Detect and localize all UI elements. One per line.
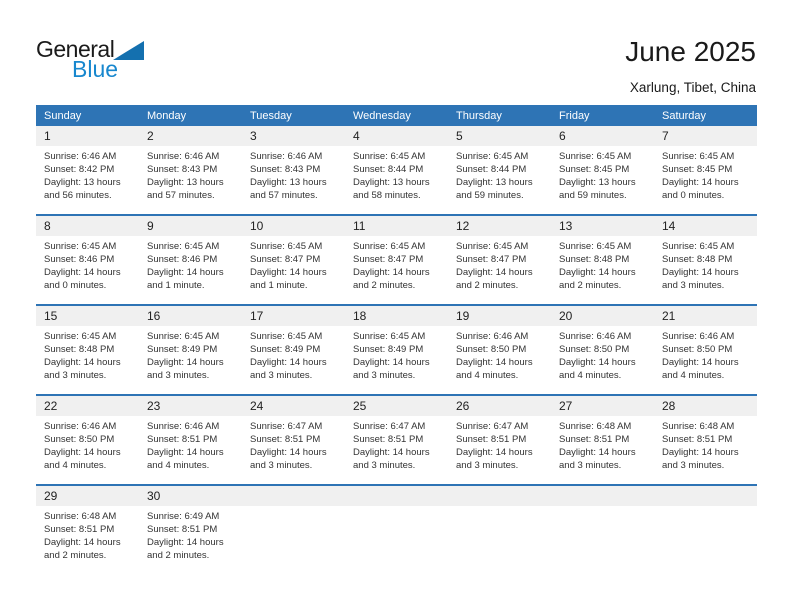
daylight-line-2: and 3 minutes. <box>559 460 622 471</box>
day-cell <box>139 506 242 562</box>
sunset-line: Sunset: 8:50 PM <box>662 344 733 355</box>
sunrise-line: Sunrise: 6:45 AM <box>662 151 735 162</box>
daylight-line-1: Daylight: 14 hours <box>250 447 327 458</box>
sunrise-line: Sunrise: 6:45 AM <box>250 331 323 342</box>
day-cell <box>36 146 139 202</box>
sunset-line: Sunset: 8:50 PM <box>559 344 630 355</box>
daylight-line-1: Daylight: 13 hours <box>559 177 636 188</box>
sunrise-line: Sunrise: 6:49 AM <box>147 511 220 522</box>
sunrise-line: Sunrise: 6:47 AM <box>250 421 323 432</box>
day-number: 11 <box>353 219 366 233</box>
daylight-line-1: Daylight: 13 hours <box>250 177 327 188</box>
day-cell <box>345 326 448 382</box>
sunrise-line: Sunrise: 6:47 AM <box>456 421 529 432</box>
day-number: 25 <box>353 399 367 413</box>
week-row <box>36 214 757 292</box>
day-number: 26 <box>456 399 470 413</box>
day-number <box>654 486 757 506</box>
sunset-line: Sunset: 8:51 PM <box>250 434 321 445</box>
sunset-line: Sunset: 8:51 PM <box>456 434 527 445</box>
daylight-line-1: Daylight: 14 hours <box>662 357 739 368</box>
sunrise-line: Sunrise: 6:47 AM <box>353 421 426 432</box>
empty-day-cell <box>345 506 448 562</box>
sunrise-line: Sunrise: 6:46 AM <box>559 331 632 342</box>
sunset-line: Sunset: 8:45 PM <box>559 164 630 175</box>
daylight-line-1: Daylight: 13 hours <box>44 177 121 188</box>
day-cell <box>242 416 345 472</box>
daylight-line-1: Daylight: 14 hours <box>44 447 121 458</box>
day-number: 10 <box>250 219 264 233</box>
daylight-line-2: and 3 minutes. <box>662 280 725 291</box>
day-number: 28 <box>662 399 676 413</box>
day-cell <box>448 326 551 382</box>
daylight-line-1: Daylight: 14 hours <box>353 357 430 368</box>
sunset-line: Sunset: 8:51 PM <box>559 434 630 445</box>
daylight-line-1: Daylight: 14 hours <box>250 357 327 368</box>
week-row <box>36 484 757 562</box>
sunset-line: Sunset: 8:49 PM <box>147 344 218 355</box>
sunrise-line: Sunrise: 6:45 AM <box>559 151 632 162</box>
sunset-line: Sunset: 8:49 PM <box>353 344 424 355</box>
month-title: June 2025 <box>625 36 756 67</box>
sunset-line: Sunset: 8:42 PM <box>44 164 115 175</box>
daylight-line-1: Daylight: 14 hours <box>662 447 739 458</box>
sunrise-line: Sunrise: 6:46 AM <box>44 151 117 162</box>
calendar <box>36 105 757 562</box>
day-number: 14 <box>662 219 676 233</box>
sunset-line: Sunset: 8:48 PM <box>559 254 630 265</box>
day-number: 15 <box>44 309 58 323</box>
sunset-line: Sunset: 8:43 PM <box>250 164 321 175</box>
sunrise-line: Sunrise: 6:45 AM <box>44 241 117 252</box>
daylight-line-1: Daylight: 14 hours <box>353 267 430 278</box>
day-details-row <box>36 416 757 472</box>
sunrise-line: Sunrise: 6:45 AM <box>456 241 529 252</box>
daylight-line-1: Daylight: 14 hours <box>456 357 533 368</box>
day-number: 22 <box>44 399 58 413</box>
day-number: 18 <box>353 309 367 323</box>
day-cell <box>448 146 551 202</box>
day-cell <box>654 236 757 292</box>
sunset-line: Sunset: 8:44 PM <box>456 164 527 175</box>
sunrise-line: Sunrise: 6:45 AM <box>250 241 323 252</box>
daylight-line-2: and 56 minutes. <box>44 190 112 201</box>
title-block <box>625 36 756 95</box>
daylight-line-1: Daylight: 13 hours <box>147 177 224 188</box>
weekday-header-wednesday: Wednesday <box>353 109 411 122</box>
day-number-band <box>36 486 757 506</box>
daylight-line-2: and 3 minutes. <box>353 370 416 381</box>
day-number: 29 <box>44 489 58 503</box>
empty-day-cell <box>551 506 654 562</box>
daylight-line-1: Daylight: 14 hours <box>147 447 224 458</box>
day-number: 30 <box>147 489 161 503</box>
day-cell <box>139 146 242 202</box>
day-cell <box>654 326 757 382</box>
daylight-line-2: and 2 minutes. <box>147 550 210 561</box>
weekday-header-tuesday: Tuesday <box>250 109 292 122</box>
daylight-line-1: Daylight: 14 hours <box>662 177 739 188</box>
daylight-line-2: and 2 minutes. <box>44 550 107 561</box>
daylight-line-2: and 0 minutes. <box>44 280 107 291</box>
daylight-line-2: and 4 minutes. <box>662 370 725 381</box>
day-number: 19 <box>456 309 470 323</box>
sunset-line: Sunset: 8:44 PM <box>353 164 424 175</box>
sunrise-line: Sunrise: 6:46 AM <box>147 151 220 162</box>
daylight-line-2: and 3 minutes. <box>353 460 416 471</box>
sunrise-line: Sunrise: 6:48 AM <box>559 421 632 432</box>
sunrise-line: Sunrise: 6:45 AM <box>662 241 735 252</box>
week-row <box>36 304 757 382</box>
daylight-line-2: and 58 minutes. <box>353 190 421 201</box>
logo-text-blue: Blue <box>72 56 119 82</box>
empty-day-cell <box>448 506 551 562</box>
day-cell <box>139 326 242 382</box>
day-cell <box>448 236 551 292</box>
sunset-line: Sunset: 8:50 PM <box>44 434 115 445</box>
daylight-line-2: and 4 minutes. <box>559 370 622 381</box>
day-number: 1 <box>44 129 51 143</box>
day-details-row <box>36 506 757 562</box>
daylight-line-2: and 3 minutes. <box>44 370 107 381</box>
day-number: 20 <box>559 309 573 323</box>
calendar-weeks <box>36 126 757 562</box>
daylight-line-1: Daylight: 14 hours <box>44 537 121 548</box>
day-cell <box>36 416 139 472</box>
sunset-line: Sunset: 8:46 PM <box>44 254 115 265</box>
sunrise-line: Sunrise: 6:46 AM <box>250 151 323 162</box>
day-cell <box>345 146 448 202</box>
weekday-header-friday: Friday <box>559 109 590 122</box>
daylight-line-2: and 4 minutes. <box>456 370 519 381</box>
day-number <box>448 486 551 506</box>
day-cell <box>448 416 551 472</box>
sunrise-line: Sunrise: 6:45 AM <box>147 331 220 342</box>
weekday-header-saturday: Saturday <box>662 109 707 122</box>
day-cell <box>36 506 139 562</box>
daylight-line-1: Daylight: 14 hours <box>456 447 533 458</box>
day-number: 23 <box>147 399 161 413</box>
sunrise-line: Sunrise: 6:45 AM <box>456 151 529 162</box>
day-cell <box>242 236 345 292</box>
empty-day-cell <box>242 506 345 562</box>
sunrise-line: Sunrise: 6:45 AM <box>44 331 117 342</box>
logo <box>36 38 144 81</box>
day-number <box>551 486 654 506</box>
sunset-line: Sunset: 8:47 PM <box>353 254 424 265</box>
day-cell <box>654 146 757 202</box>
sunset-line: Sunset: 8:46 PM <box>147 254 218 265</box>
daylight-line-2: and 0 minutes. <box>662 190 725 201</box>
daylight-line-1: Daylight: 14 hours <box>250 267 327 278</box>
weekday-header-monday: Monday <box>147 109 187 122</box>
sunrise-line: Sunrise: 6:48 AM <box>662 421 735 432</box>
day-number: 9 <box>147 219 154 233</box>
day-cell <box>551 236 654 292</box>
sunrise-line: Sunrise: 6:46 AM <box>456 331 529 342</box>
day-number <box>345 486 448 506</box>
weekday-header-row <box>36 105 757 126</box>
day-number: 21 <box>662 309 676 323</box>
sunrise-line: Sunrise: 6:45 AM <box>353 151 426 162</box>
daylight-line-2: and 4 minutes. <box>147 460 210 471</box>
daylight-line-2: and 57 minutes. <box>250 190 318 201</box>
sunrise-line: Sunrise: 6:46 AM <box>662 331 735 342</box>
week-row <box>36 394 757 472</box>
sunset-line: Sunset: 8:45 PM <box>662 164 733 175</box>
daylight-line-1: Daylight: 13 hours <box>353 177 430 188</box>
daylight-line-1: Daylight: 14 hours <box>353 447 430 458</box>
day-cell <box>242 146 345 202</box>
weekday-header-thursday: Thursday <box>456 109 502 122</box>
day-cell <box>139 236 242 292</box>
weekday-header-sunday: Sunday <box>44 109 82 122</box>
day-cell <box>139 416 242 472</box>
week-row <box>36 126 757 202</box>
daylight-line-2: and 3 minutes. <box>250 370 313 381</box>
daylight-line-1: Daylight: 14 hours <box>559 267 636 278</box>
day-number: 5 <box>456 129 463 143</box>
daylight-line-1: Daylight: 14 hours <box>662 267 739 278</box>
day-number <box>242 486 345 506</box>
sunset-line: Sunset: 8:48 PM <box>662 254 733 265</box>
sunset-line: Sunset: 8:51 PM <box>662 434 733 445</box>
day-number: 12 <box>456 219 470 233</box>
day-number: 4 <box>353 129 360 143</box>
day-cell <box>242 326 345 382</box>
sunrise-line: Sunrise: 6:48 AM <box>44 511 117 522</box>
daylight-line-1: Daylight: 14 hours <box>147 357 224 368</box>
sunset-line: Sunset: 8:48 PM <box>44 344 115 355</box>
sunset-line: Sunset: 8:51 PM <box>44 524 115 535</box>
day-details-row <box>36 146 757 202</box>
sunset-line: Sunset: 8:51 PM <box>147 434 218 445</box>
sunset-line: Sunset: 8:47 PM <box>456 254 527 265</box>
daylight-line-2: and 3 minutes. <box>250 460 313 471</box>
day-number-band <box>36 216 757 236</box>
sunset-line: Sunset: 8:47 PM <box>250 254 321 265</box>
day-cell <box>36 326 139 382</box>
sunset-line: Sunset: 8:51 PM <box>147 524 218 535</box>
daylight-line-1: Daylight: 14 hours <box>147 267 224 278</box>
day-number: 24 <box>250 399 264 413</box>
sunrise-line: Sunrise: 6:45 AM <box>353 331 426 342</box>
day-cell <box>345 416 448 472</box>
daylight-line-2: and 2 minutes. <box>456 280 519 291</box>
day-cell <box>551 326 654 382</box>
day-number: 8 <box>44 219 51 233</box>
sunrise-line: Sunrise: 6:46 AM <box>147 421 220 432</box>
day-cell <box>551 416 654 472</box>
day-number: 27 <box>559 399 573 413</box>
daylight-line-2: and 3 minutes. <box>456 460 519 471</box>
day-details-row <box>36 236 757 292</box>
daylight-line-1: Daylight: 14 hours <box>559 447 636 458</box>
daylight-line-1: Daylight: 14 hours <box>44 267 121 278</box>
day-details-row <box>36 326 757 382</box>
sunrise-line: Sunrise: 6:45 AM <box>353 241 426 252</box>
daylight-line-2: and 4 minutes. <box>44 460 107 471</box>
sunset-line: Sunset: 8:50 PM <box>456 344 527 355</box>
daylight-line-2: and 3 minutes. <box>147 370 210 381</box>
day-number: 3 <box>250 129 257 143</box>
sunrise-line: Sunrise: 6:45 AM <box>147 241 220 252</box>
sunset-line: Sunset: 8:51 PM <box>353 434 424 445</box>
sunrise-line: Sunrise: 6:45 AM <box>559 241 632 252</box>
daylight-line-1: Daylight: 14 hours <box>456 267 533 278</box>
day-number: 16 <box>147 309 161 323</box>
day-number: 13 <box>559 219 573 233</box>
empty-day-cell <box>654 506 757 562</box>
logo-text-general: General <box>36 36 115 62</box>
daylight-line-2: and 1 minute. <box>250 280 308 291</box>
location-subtitle: Xarlung, Tibet, China <box>629 80 756 95</box>
day-cell <box>551 146 654 202</box>
day-number-band <box>36 306 757 326</box>
day-cell <box>654 416 757 472</box>
sunrise-line: Sunrise: 6:46 AM <box>44 421 117 432</box>
daylight-line-1: Daylight: 14 hours <box>147 537 224 548</box>
daylight-line-2: and 2 minutes. <box>353 280 416 291</box>
daylight-line-2: and 59 minutes. <box>456 190 524 201</box>
day-number-band <box>36 396 757 416</box>
daylight-line-2: and 3 minutes. <box>662 460 725 471</box>
daylight-line-2: and 2 minutes. <box>559 280 622 291</box>
day-cell <box>36 236 139 292</box>
day-number: 2 <box>147 129 154 143</box>
daylight-line-1: Daylight: 14 hours <box>559 357 636 368</box>
daylight-line-2: and 1 minute. <box>147 280 205 291</box>
daylight-line-2: and 59 minutes. <box>559 190 627 201</box>
daylight-line-2: and 57 minutes. <box>147 190 215 201</box>
day-number: 7 <box>662 129 669 143</box>
day-cell <box>345 236 448 292</box>
sunset-line: Sunset: 8:43 PM <box>147 164 218 175</box>
day-number-band <box>36 126 757 146</box>
daylight-line-1: Daylight: 13 hours <box>456 177 533 188</box>
day-number: 6 <box>559 129 566 143</box>
sunset-line: Sunset: 8:49 PM <box>250 344 321 355</box>
daylight-line-1: Daylight: 14 hours <box>44 357 121 368</box>
day-number: 17 <box>250 309 264 323</box>
